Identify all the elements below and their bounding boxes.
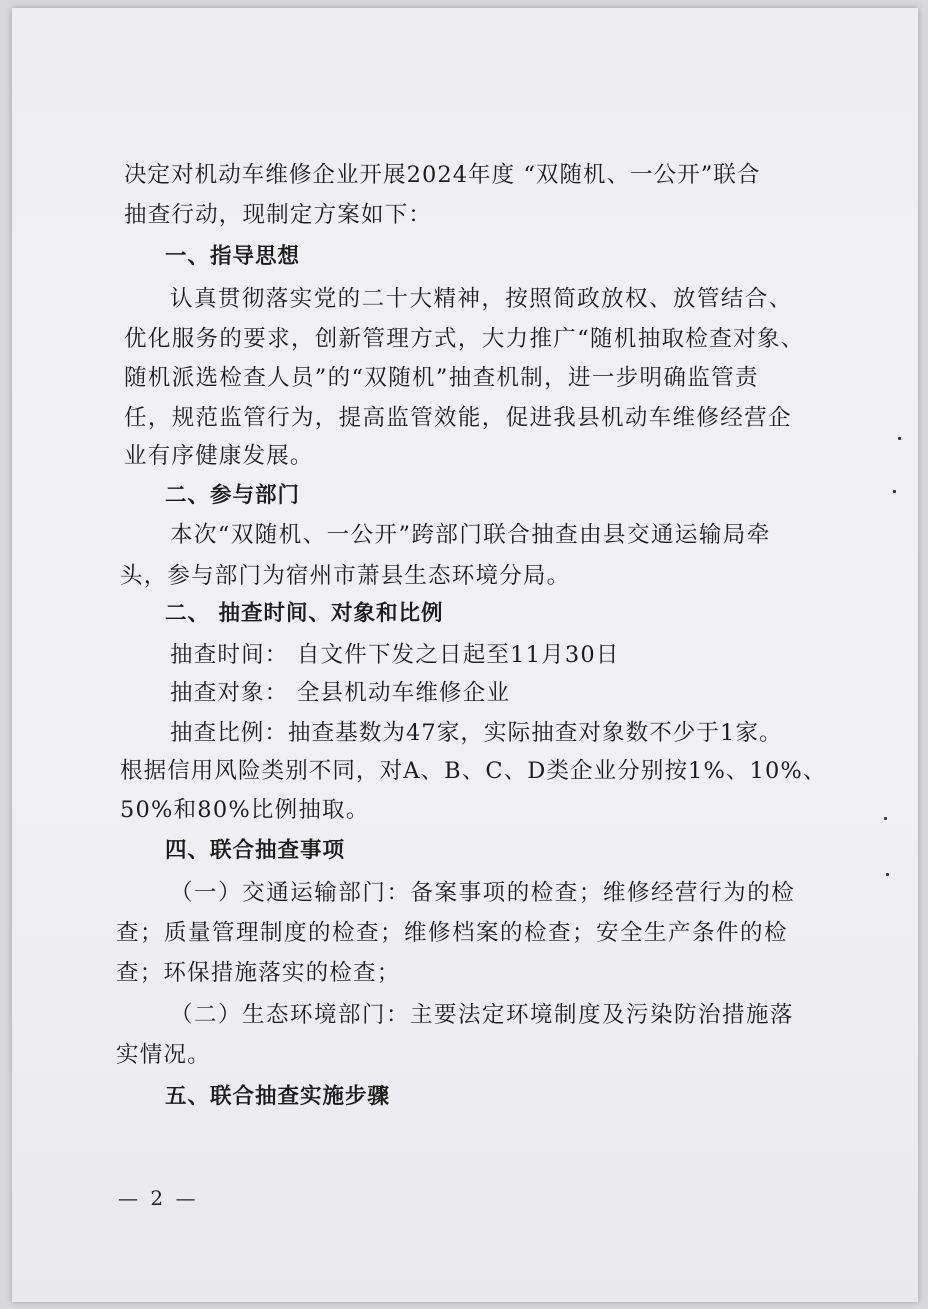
section-heading-implementation-steps: 五、联合抽查实施步骤 (165, 1084, 391, 1109)
body-text-line: 业有序健康发展。 (124, 443, 314, 469)
page-number: — 2 — (118, 1186, 199, 1210)
section-heading-departments: 二、参与部门 (165, 483, 301, 508)
scan-speck (884, 817, 887, 820)
scan-speck (886, 873, 889, 876)
body-text-line: 50%和80%比例抽取。 (120, 797, 370, 823)
body-text-line: 决定对机动车维修企业开展2024年度 “双随机、一公开”联合 (124, 162, 761, 188)
body-text-line: 实情况。 (116, 1042, 211, 1068)
body-text-line: 抽查时间： 自文件下发之日起至11月30日 (170, 642, 620, 668)
section-heading-joint-inspection-items: 四、联合抽查事项 (165, 838, 346, 863)
section-heading-time-object-ratio: 二、 抽查时间、对象和比例 (165, 601, 444, 626)
body-text-line: 根据信用风险类别不同，对A、B、C、D类企业分别按1%、10%、 (120, 758, 827, 784)
body-text-line: 头，参与部门为宿州市萧县生态环境分局。 (120, 563, 571, 589)
body-text-line: 优化服务的要求，创新管理方式，大力推广“随机抽取检查对象、 (124, 326, 805, 352)
body-text-line: 查；质量管理制度的检查；维修档案的检查；安全生产条件的检 (116, 920, 789, 946)
body-text-line: 认真贯彻落实党的二十大精神，按照简政放权、放管结合、 (170, 286, 793, 312)
body-text-line: 抽查比例：抽查基数为47家，实际抽查对象数不少于1家。 (170, 720, 783, 746)
scan-speck (898, 437, 901, 440)
body-text-line: 随机派选检查人员”的“双随机”抽查机制，进一步明确监管责 (124, 365, 759, 391)
body-text-line: （一）交通运输部门：备案事项的检查；维修经营行为的检 (170, 880, 796, 906)
body-text-line: 查；环保措施落实的检查； (116, 960, 401, 986)
body-text-line: 任，规范监管行为，提高监管效能，促进我县机动车维修经营企 (124, 405, 792, 431)
body-text-line: （二）生态环境部门：主要法定环境制度及污染防治措施落 (170, 1002, 795, 1028)
section-heading-guiding-ideology: 一、指导思想 (165, 244, 301, 269)
scan-speck (893, 490, 896, 493)
body-text-line: 抽查行动，现制定方案如下： (124, 202, 433, 228)
body-text-line: 抽查对象： 全县机动车维修企业 (170, 680, 511, 706)
body-text-line: 本次“双随机、一公开”跨部门联合抽查由县交通运输局牵 (170, 522, 771, 548)
